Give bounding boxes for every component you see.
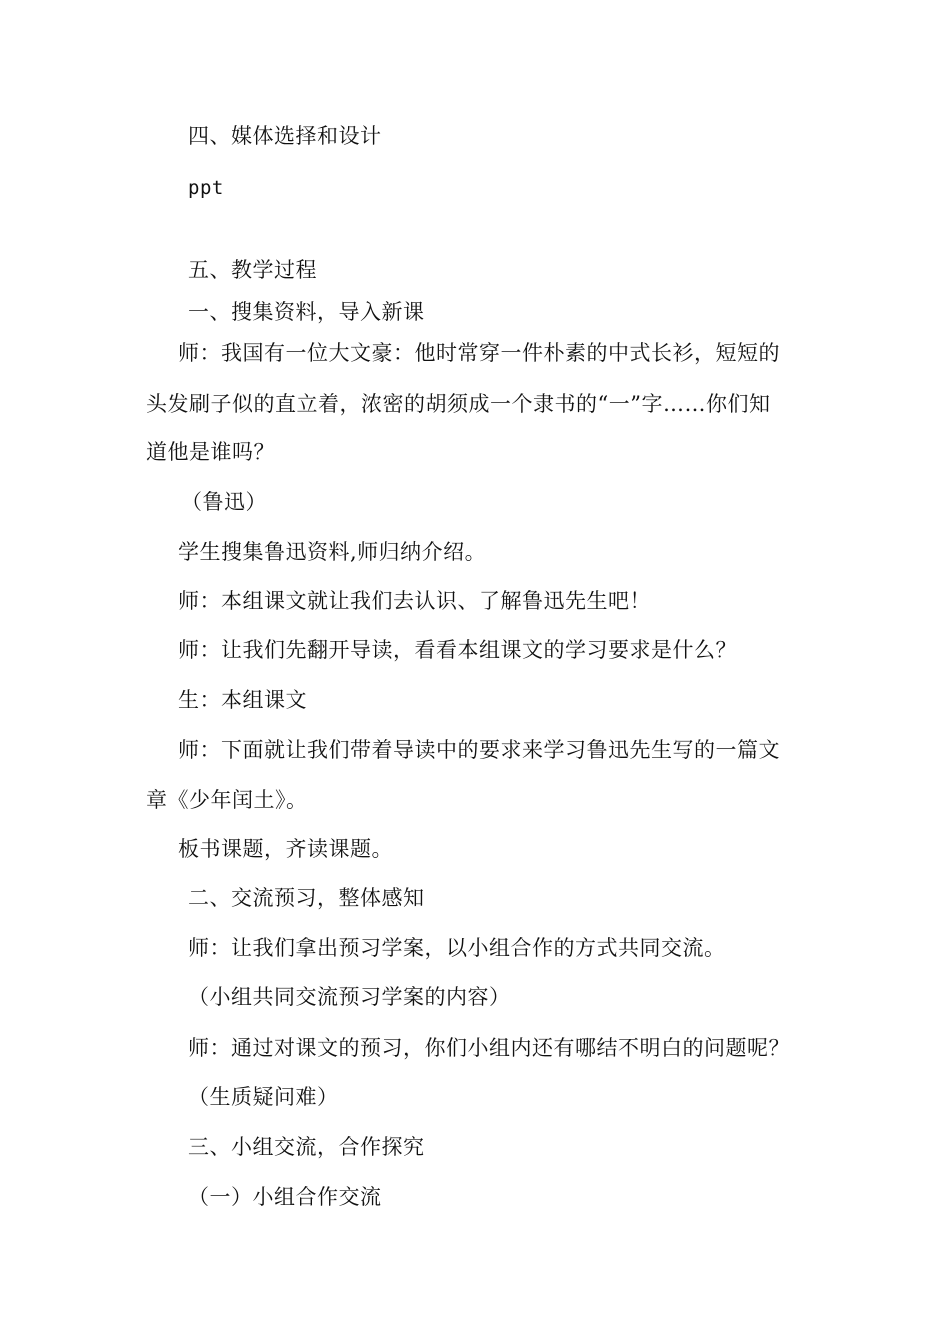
paragraph-line: 师：本组课文就让我们去认识、了解鲁迅先生吧！ — [178, 589, 651, 613]
paragraph-line: （小组共同交流预习学案的内容） — [188, 985, 511, 1009]
media-ppt: ppt — [188, 177, 224, 199]
paragraph-line: 师：让我们先翻开导读，看看本组课文的学习要求是什么？ — [178, 638, 737, 662]
paragraph-line: 师：下面就让我们带着导读中的要求来学习鲁迅先生写的一篇文 — [178, 738, 780, 762]
paragraph-line: 头发刷子似的直立着，浓密的胡须成一个隶书的“一”字……你们知 — [146, 392, 771, 416]
paragraph-line: （生质疑问难） — [188, 1085, 339, 1109]
paragraph-line: （鲁迅） — [181, 490, 267, 514]
section-heading-2: 二、交流预习，整体感知 — [188, 886, 425, 910]
paragraph-line: 学生搜集鲁迅资料,师归纳介绍。 — [178, 540, 487, 564]
paragraph-line: 生：本组课文 — [178, 688, 307, 712]
paragraph-line: 师：让我们拿出预习学案，以小组合作的方式共同交流。 — [188, 936, 726, 960]
paragraph-line: 板书课题，齐读课题。 — [178, 837, 393, 861]
paragraph-line: 章《少年闰土》。 — [146, 788, 308, 812]
paragraph-line: 师：通过对课文的预习，你们小组内还有哪结不明白的问题呢？ — [188, 1036, 790, 1060]
subsection-heading: （一）小组合作交流 — [188, 1185, 382, 1209]
section-heading-3: 三、小组交流，合作探究 — [188, 1135, 425, 1159]
section-heading-1: 一、搜集资料，导入新课 — [188, 300, 425, 324]
paragraph-line: 师：我国有一位大文豪：他时常穿一件朴素的中式长衫，短短的 — [178, 341, 780, 365]
paragraph-line: 道他是谁吗？ — [146, 440, 275, 464]
heading-teaching-process: 五、教学过程 — [188, 258, 317, 282]
heading-media-selection: 四、媒体选择和设计 — [188, 124, 382, 148]
